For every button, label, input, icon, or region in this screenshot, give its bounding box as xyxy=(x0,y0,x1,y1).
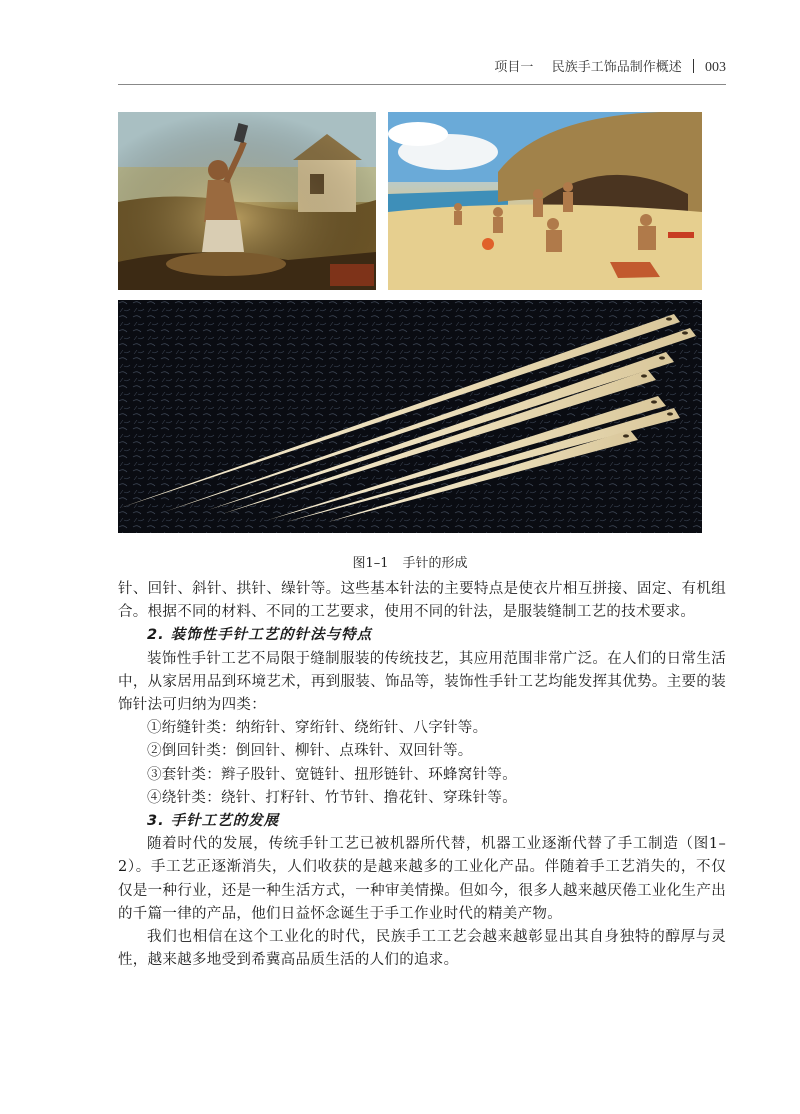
page-number: 003 xyxy=(705,60,726,75)
list-item-stitch-category: ④绕针类：绕针、打籽针、竹节针、撸花针、穿珠针等。 xyxy=(147,789,517,806)
cave-scene xyxy=(388,112,702,290)
header-rule xyxy=(118,84,726,85)
header-section: 项目一 xyxy=(494,60,534,75)
paragraph-development: 随着时代的发展，传统手针工艺已被机器所代替，机器工业逐渐代替了手工制造（图1–2）。手工艺正逐渐消失，人们收获的是越来越多的工业化产品。伴随着手工艺消失的，不仅仅是一种行业，还是一种生活方式，一种审美情操。但如今，很多人越来越厌倦工业化生产出的千篇一律的产品，他们日益怀念诞生于手工作业时代的精美产物。 xyxy=(118,836,726,922)
figure-caption xyxy=(0,552,800,571)
figure-photo-cave-dwellers xyxy=(388,112,702,290)
section-heading-development: 3. 手针工艺的发展 xyxy=(147,813,280,830)
woodworker-scene xyxy=(118,112,376,290)
running-header xyxy=(0,56,726,76)
figure-photo-bone-needles xyxy=(118,300,702,533)
bone-needles-scene xyxy=(118,300,702,533)
paragraph-conclusion: 我们也相信在这个工业化的时代，民族手工工艺会越来越彰显出其自身独特的醇厚与灵性，越来越多地受到希冀高品质生活的人们的追求。 xyxy=(118,929,726,969)
paragraph-decorative-intro: 装饰性手针工艺不局限于缝制服装的传统技艺，其应用范围非常广泛。在人们的日常生活中，从家居用品到环境艺术，再到服装、饰品等，装饰性手针工艺均能发挥其优势。主要的装饰针法可归纳为四类： xyxy=(118,650,726,714)
figure-photo-woodworker xyxy=(118,112,376,290)
list-item-stitch-category: ②倒回针类：倒回针、柳针、点珠针、双回针等。 xyxy=(147,743,473,760)
header-title: 民族手工饰品制作概述 xyxy=(551,60,682,75)
header-separator xyxy=(693,59,694,73)
section-heading-decorative-stitches: 2. 装饰性手针工艺的针法与特点 xyxy=(147,627,373,644)
list-item-stitch-category: ①绗缝针类：纳绗针、穿绗针、绕绗针、八字针等。 xyxy=(147,720,488,737)
body-text xyxy=(118,578,726,972)
list-item-stitch-category: ③套针类：辫子股针、宽链针、扭形链针、环蜂窝针等。 xyxy=(147,766,517,783)
paragraph-stitches-continued: 针、回针、斜针、拱针、缲针等。这些基本针法的主要特点是使衣片相互拼接、固定、有机组合。根据不同的材料、不同的工艺要求，使用不同的针法，是服装缝制工艺的技术要求。 xyxy=(118,581,726,621)
figure-number: 图1–1 xyxy=(352,556,389,571)
figure-caption-text: 手针的形成 xyxy=(402,556,468,571)
